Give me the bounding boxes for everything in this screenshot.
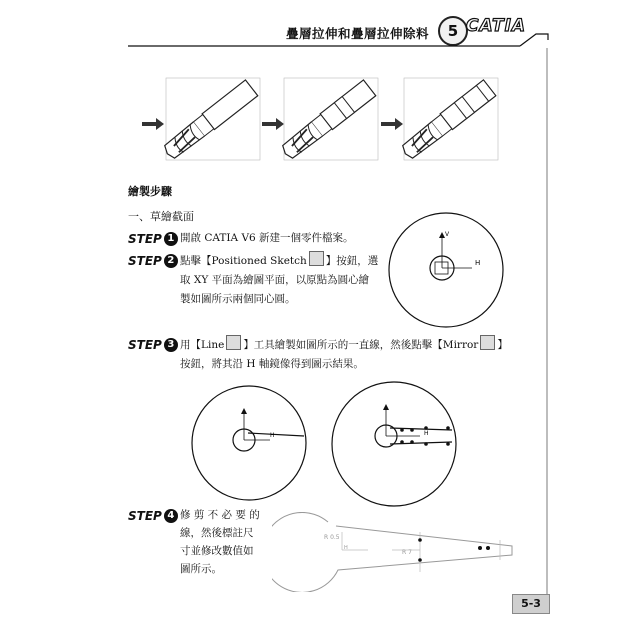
h-axis-label: H	[270, 432, 275, 439]
step-number: 2	[164, 254, 178, 268]
step-2-text	[180, 251, 380, 309]
step-1-text	[180, 229, 354, 248]
step-2-line: 點擊【Positioned Sketch	[180, 255, 307, 267]
step-4-line: 修 剪 不 必 要 的	[180, 509, 260, 521]
v-axis-label: V	[445, 231, 450, 238]
arrow-right-icon	[142, 118, 164, 130]
endmill-3	[399, 80, 496, 162]
positioned-sketch-icon	[309, 251, 324, 266]
step-2-line: 】按鈕，選	[325, 255, 379, 267]
concentric-circles-figure	[384, 208, 508, 332]
endmill-sequence-figure	[138, 70, 502, 162]
step-3-text	[180, 335, 520, 374]
section-title: 繪製步驟	[128, 185, 172, 198]
h-axis-label: H	[424, 430, 429, 437]
step-label: STEP	[128, 509, 162, 523]
step-number: 4	[164, 509, 178, 523]
step-4-badge	[128, 509, 178, 523]
dimension-r7: R 7	[402, 549, 412, 556]
step-4-line: 線，然後標註尺	[180, 527, 254, 539]
step-3-line: 】	[497, 339, 508, 351]
page-side-bar	[546, 48, 548, 600]
mirror-tool-icon	[480, 335, 495, 350]
step-1-badge	[128, 232, 178, 246]
line-sketch-figure	[186, 380, 312, 506]
step-number: 1	[164, 232, 178, 246]
mirror-result-figure	[328, 378, 460, 510]
step-4-text	[180, 506, 270, 578]
header-title: 疊層拉伸和疊層拉伸除料	[286, 26, 430, 41]
line-tool-icon	[226, 335, 241, 350]
step-label: STEP	[128, 232, 162, 246]
chapter-badge: 5	[438, 16, 468, 46]
step-3-line: 用【Line	[180, 339, 225, 351]
subsection-title: 一、草繪截面	[128, 210, 194, 223]
dimension-r05: R 0.5	[324, 534, 340, 541]
endmill-1	[161, 80, 258, 162]
step-2-line: 製如圖所示兩個同心圓。	[180, 293, 296, 305]
step-2-badge	[128, 254, 178, 268]
arrow-right-icon	[262, 118, 284, 130]
step-4-line: 圖所示。	[180, 563, 222, 575]
h-axis-label: H	[475, 259, 481, 267]
step-1-line: 開啟 CATIA V6 新建一個零件檔案。	[180, 232, 354, 244]
step-3-badge	[128, 338, 178, 352]
arrow-right-icon	[381, 118, 403, 130]
step-3-line: 按鈕，將其沿 H 軸鏡像得到圖示結果。	[180, 358, 364, 370]
step-label: STEP	[128, 338, 162, 352]
step-4-line: 寸並修改數值如	[180, 545, 254, 557]
endmill-2	[279, 80, 376, 162]
step-label: STEP	[128, 254, 162, 268]
trimmed-profile-figure	[272, 512, 522, 592]
h-axis-label: H	[344, 545, 348, 551]
catia-logo: CATIA	[466, 16, 527, 36]
step-2-line: 取 XY 平面為繪圖平面，以原點為圓心繪	[180, 274, 370, 286]
step-number: 3	[164, 338, 178, 352]
step-3-line: 】工具繪製如圖所示的一直線，然後點擊【Mirror	[243, 339, 479, 351]
page-number: 5-3	[512, 594, 550, 614]
header-rule	[0, 0, 640, 60]
